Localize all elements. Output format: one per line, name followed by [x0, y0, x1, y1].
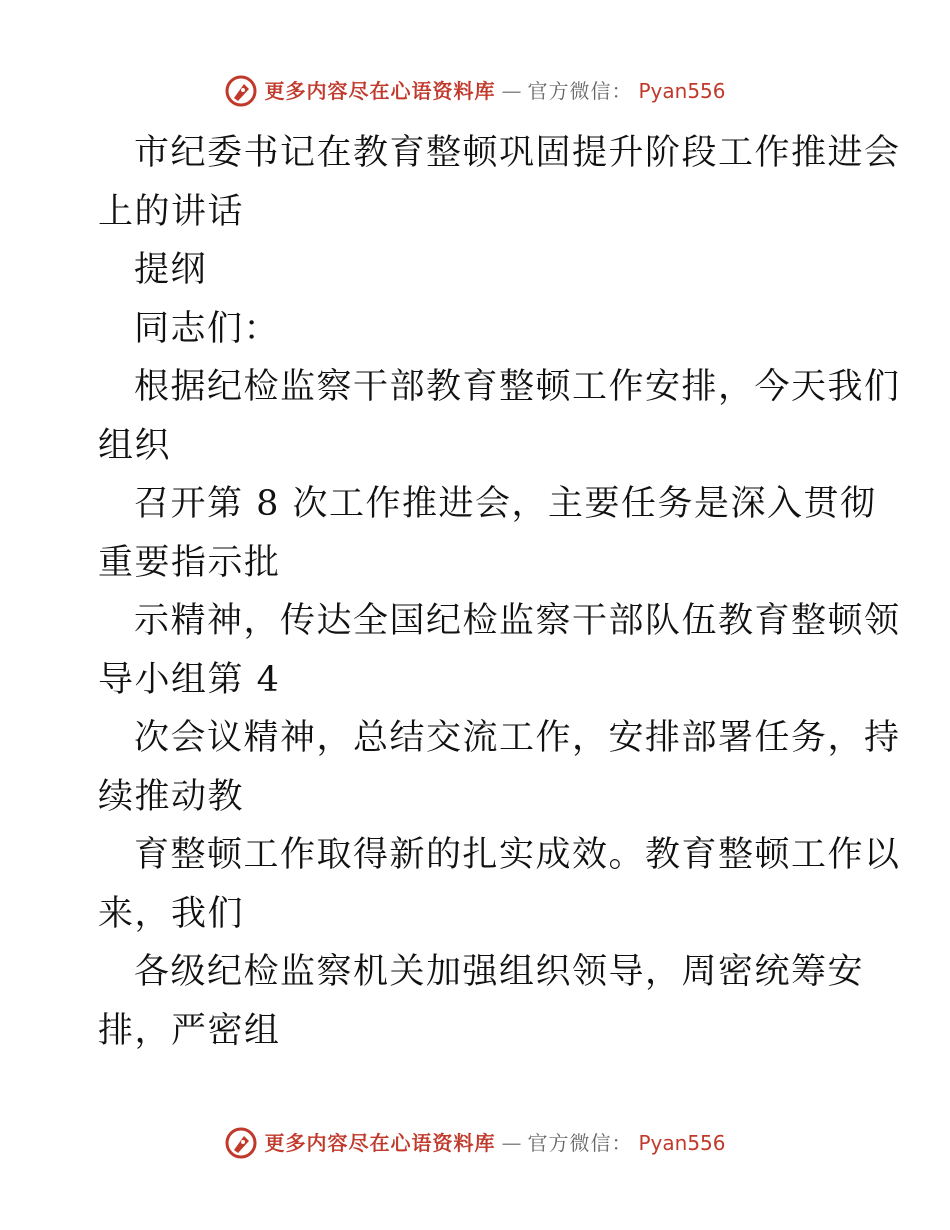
- watermark-brand: 更多内容尽在心语资料库: [264, 79, 496, 103]
- document-title-line-1: 市纪委书记在教育整顿巩固提升阶段工作推进会: [134, 133, 901, 173]
- paragraph-line: 组织: [98, 425, 172, 466]
- paragraph-line: 各级纪检监察机关加强组织领导，周密统筹安: [134, 952, 865, 992]
- watermark-wechat-label: 官方微信：: [527, 79, 633, 103]
- paragraph-line: 示精神，传达全国纪检监察干部队伍教育整顿领: [134, 601, 901, 641]
- salutation: 同志们：: [134, 308, 281, 349]
- document-title-line-2: 上的讲话: [98, 191, 245, 232]
- paragraph-line: 排，严密组: [98, 1010, 281, 1051]
- watermark-dash: —: [501, 1131, 522, 1155]
- paragraph-line: 次会议精神，总结交流工作，安排部署任务，持: [134, 718, 901, 758]
- document-body: [98, 124, 901, 1060]
- paragraph-line: 重要指示批: [98, 542, 281, 583]
- watermark-wechat-id: Pyan556: [638, 79, 726, 103]
- paragraph-line: 召开第 8 次工作推进会，主要任务是深入贯彻: [134, 484, 877, 524]
- paragraph-line: 根据纪检监察干部教育整顿工作安排，今天我们: [134, 367, 901, 407]
- footer-watermark: [0, 1126, 950, 1160]
- paragraph-line: 育整顿工作取得新的扎实成效。教育整顿工作以: [134, 835, 901, 875]
- watermark-dash: —: [501, 79, 522, 103]
- pen-nib-icon: [224, 74, 258, 108]
- watermark-wechat-id: Pyan556: [638, 1131, 726, 1155]
- paragraph-line: 导小组第 4: [98, 659, 281, 700]
- header-watermark: [0, 74, 950, 108]
- paragraph-line: 续推动教: [98, 776, 245, 817]
- pen-nib-icon: [224, 1126, 258, 1160]
- watermark-brand: 更多内容尽在心语资料库: [264, 1131, 496, 1155]
- paragraph-line: 来，我们: [98, 893, 245, 934]
- document-subtitle: 提纲: [134, 250, 208, 290]
- watermark-wechat-label: 官方微信：: [527, 1131, 633, 1155]
